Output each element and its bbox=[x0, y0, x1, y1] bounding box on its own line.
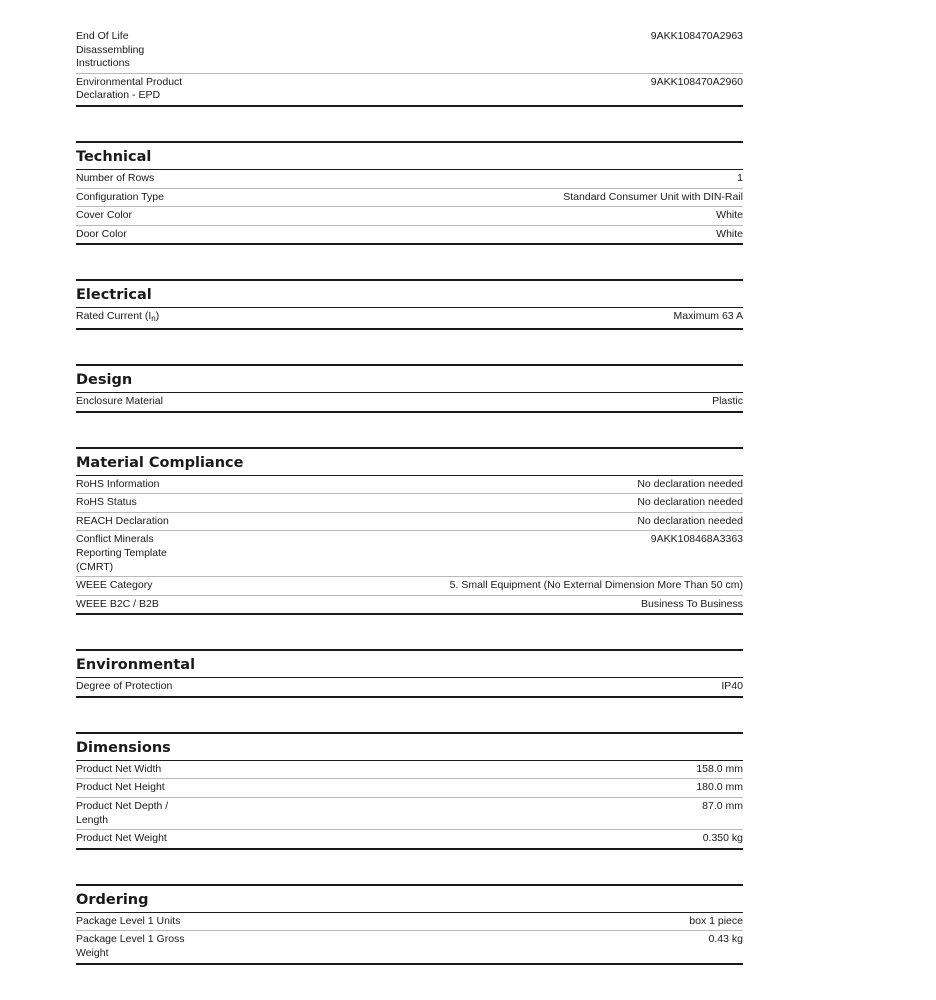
spec-label-text: REACH Declaration bbox=[76, 514, 169, 527]
spec-row-weee-category bbox=[76, 577, 743, 596]
section-title: Technical bbox=[76, 141, 743, 170]
spec-label bbox=[76, 228, 196, 242]
spec-label-subscript: n bbox=[151, 314, 156, 324]
spec-label-text: Enclosure Material bbox=[76, 394, 163, 407]
document-references bbox=[76, 28, 743, 107]
spec-label bbox=[76, 76, 196, 103]
spec-label bbox=[76, 533, 196, 574]
spec-label-text: Package Level 1 Units bbox=[76, 914, 181, 927]
section-material-compliance bbox=[76, 447, 743, 616]
spec-label-suffix: ) bbox=[155, 310, 160, 323]
spec-row-product-net-weight bbox=[76, 830, 743, 850]
section-title: Ordering bbox=[76, 884, 743, 913]
spec-value: No declaration needed bbox=[637, 514, 743, 527]
spec-value: 9AKK108470A2963 bbox=[650, 30, 743, 42]
spec-value: Business To Business bbox=[641, 597, 743, 610]
spec-value: 0.350 kg bbox=[702, 832, 743, 845]
spec-value: 9AKK108468A3363 bbox=[650, 533, 743, 546]
product-datasheet bbox=[76, 28, 743, 965]
spec-label bbox=[76, 832, 196, 846]
section-title: Material Compliance bbox=[76, 447, 743, 476]
spec-sections bbox=[76, 141, 743, 965]
spec-value: box 1 piece bbox=[689, 914, 743, 927]
spec-row-end-of-life-disassembling-instructions bbox=[76, 28, 743, 74]
section-dimensions bbox=[76, 732, 743, 850]
spec-label-text: Configuration Type bbox=[76, 190, 164, 203]
spec-label-text: Conflict Minerals Reporting Template (CMRT) bbox=[76, 533, 167, 573]
spec-label bbox=[76, 933, 196, 960]
spec-value: No declaration needed bbox=[637, 477, 743, 490]
spec-label-text: WEEE B2C / B2B bbox=[76, 597, 159, 610]
spec-label bbox=[76, 310, 196, 326]
spec-label-text: Degree of Protection bbox=[76, 680, 173, 693]
spec-value: 87.0 mm bbox=[702, 800, 743, 813]
spec-row-degree-of-protection bbox=[76, 678, 743, 698]
spec-value: IP40 bbox=[721, 680, 743, 693]
spec-value: 158.0 mm bbox=[696, 762, 743, 775]
spec-label-text: Product Net Depth / Length bbox=[76, 800, 169, 826]
section-ordering bbox=[76, 884, 743, 965]
spec-row-cover-color bbox=[76, 207, 743, 226]
spec-row-rohs-status bbox=[76, 494, 743, 513]
section-title: Dimensions bbox=[76, 732, 743, 761]
spec-row-package-level-1-units bbox=[76, 913, 743, 932]
spec-row-product-net-depth-length bbox=[76, 798, 743, 830]
spec-label-text: RoHS Status bbox=[76, 496, 137, 509]
spec-value: 0.43 kg bbox=[708, 933, 743, 946]
spec-value: No declaration needed bbox=[637, 496, 743, 509]
spec-value: 180.0 mm bbox=[696, 781, 743, 794]
spec-label-text: Door Color bbox=[76, 227, 127, 240]
spec-value: 9AKK108470A2960 bbox=[650, 75, 743, 88]
spec-row-weee-b2c-b2b bbox=[76, 596, 743, 616]
spec-label bbox=[76, 915, 196, 929]
section-title: Environmental bbox=[76, 649, 743, 678]
spec-label bbox=[76, 209, 196, 223]
spec-label bbox=[76, 579, 376, 593]
section-electrical bbox=[76, 279, 743, 330]
spec-value: Standard Consumer Unit with DIN-Rail bbox=[563, 190, 743, 203]
spec-label-text: Package Level 1 Gross Weight bbox=[76, 933, 185, 960]
spec-label bbox=[76, 496, 196, 510]
spec-label-text: Rated Current (I bbox=[76, 310, 152, 323]
section-environmental bbox=[76, 649, 743, 698]
spec-label-text: End Of Life Disassembling Instructions bbox=[76, 30, 145, 70]
spec-row-reach-declaration bbox=[76, 513, 743, 532]
spec-label-text: Number of Rows bbox=[76, 171, 155, 184]
spec-label-text: Cover Color bbox=[76, 209, 133, 222]
section-title: Design bbox=[76, 364, 743, 393]
spec-label bbox=[76, 781, 196, 795]
spec-value: 5. Small Equipment (No External Dimension More Than 50 cm) bbox=[449, 579, 743, 592]
spec-label bbox=[76, 191, 196, 205]
spec-label bbox=[76, 598, 196, 612]
spec-label bbox=[76, 172, 196, 186]
section-title: Electrical bbox=[76, 279, 743, 308]
spec-label bbox=[76, 763, 196, 777]
spec-value: Plastic bbox=[712, 394, 743, 407]
spec-label bbox=[76, 800, 196, 827]
section-technical bbox=[76, 141, 743, 245]
spec-label-text: Environmental Product Declaration - EPD bbox=[76, 75, 183, 102]
spec-value: Maximum 63 A bbox=[673, 310, 743, 323]
section-design bbox=[76, 364, 743, 413]
spec-value: White bbox=[716, 209, 743, 222]
spec-label-text: Product Net Width bbox=[76, 762, 162, 775]
spec-value: White bbox=[716, 227, 743, 240]
spec-row-number-of-rows bbox=[76, 170, 743, 189]
spec-row-conflict-minerals-reporting-template-cmrt bbox=[76, 531, 743, 577]
spec-row-package-level-1-gross-weight bbox=[76, 931, 743, 964]
spec-row-rohs-information bbox=[76, 476, 743, 495]
spec-label bbox=[76, 30, 196, 71]
spec-label bbox=[76, 478, 196, 492]
spec-label-text: RoHS Information bbox=[76, 477, 160, 490]
spec-row-environmental-product-declaration-epd bbox=[76, 74, 743, 107]
spec-row-product-net-height bbox=[76, 779, 743, 798]
spec-row-door-color bbox=[76, 226, 743, 246]
spec-row-rated-current-i bbox=[76, 308, 743, 330]
spec-label bbox=[76, 680, 196, 694]
spec-row-product-net-width bbox=[76, 761, 743, 780]
spec-value: 1 bbox=[737, 171, 743, 184]
spec-label bbox=[76, 395, 196, 409]
spec-label bbox=[76, 515, 196, 529]
spec-row-configuration-type bbox=[76, 189, 743, 208]
spec-row-enclosure-material bbox=[76, 393, 743, 413]
spec-label-text: Product Net Weight bbox=[76, 832, 167, 845]
spec-label-text: Product Net Height bbox=[76, 781, 165, 794]
spec-label-text: WEEE Category bbox=[76, 579, 153, 592]
